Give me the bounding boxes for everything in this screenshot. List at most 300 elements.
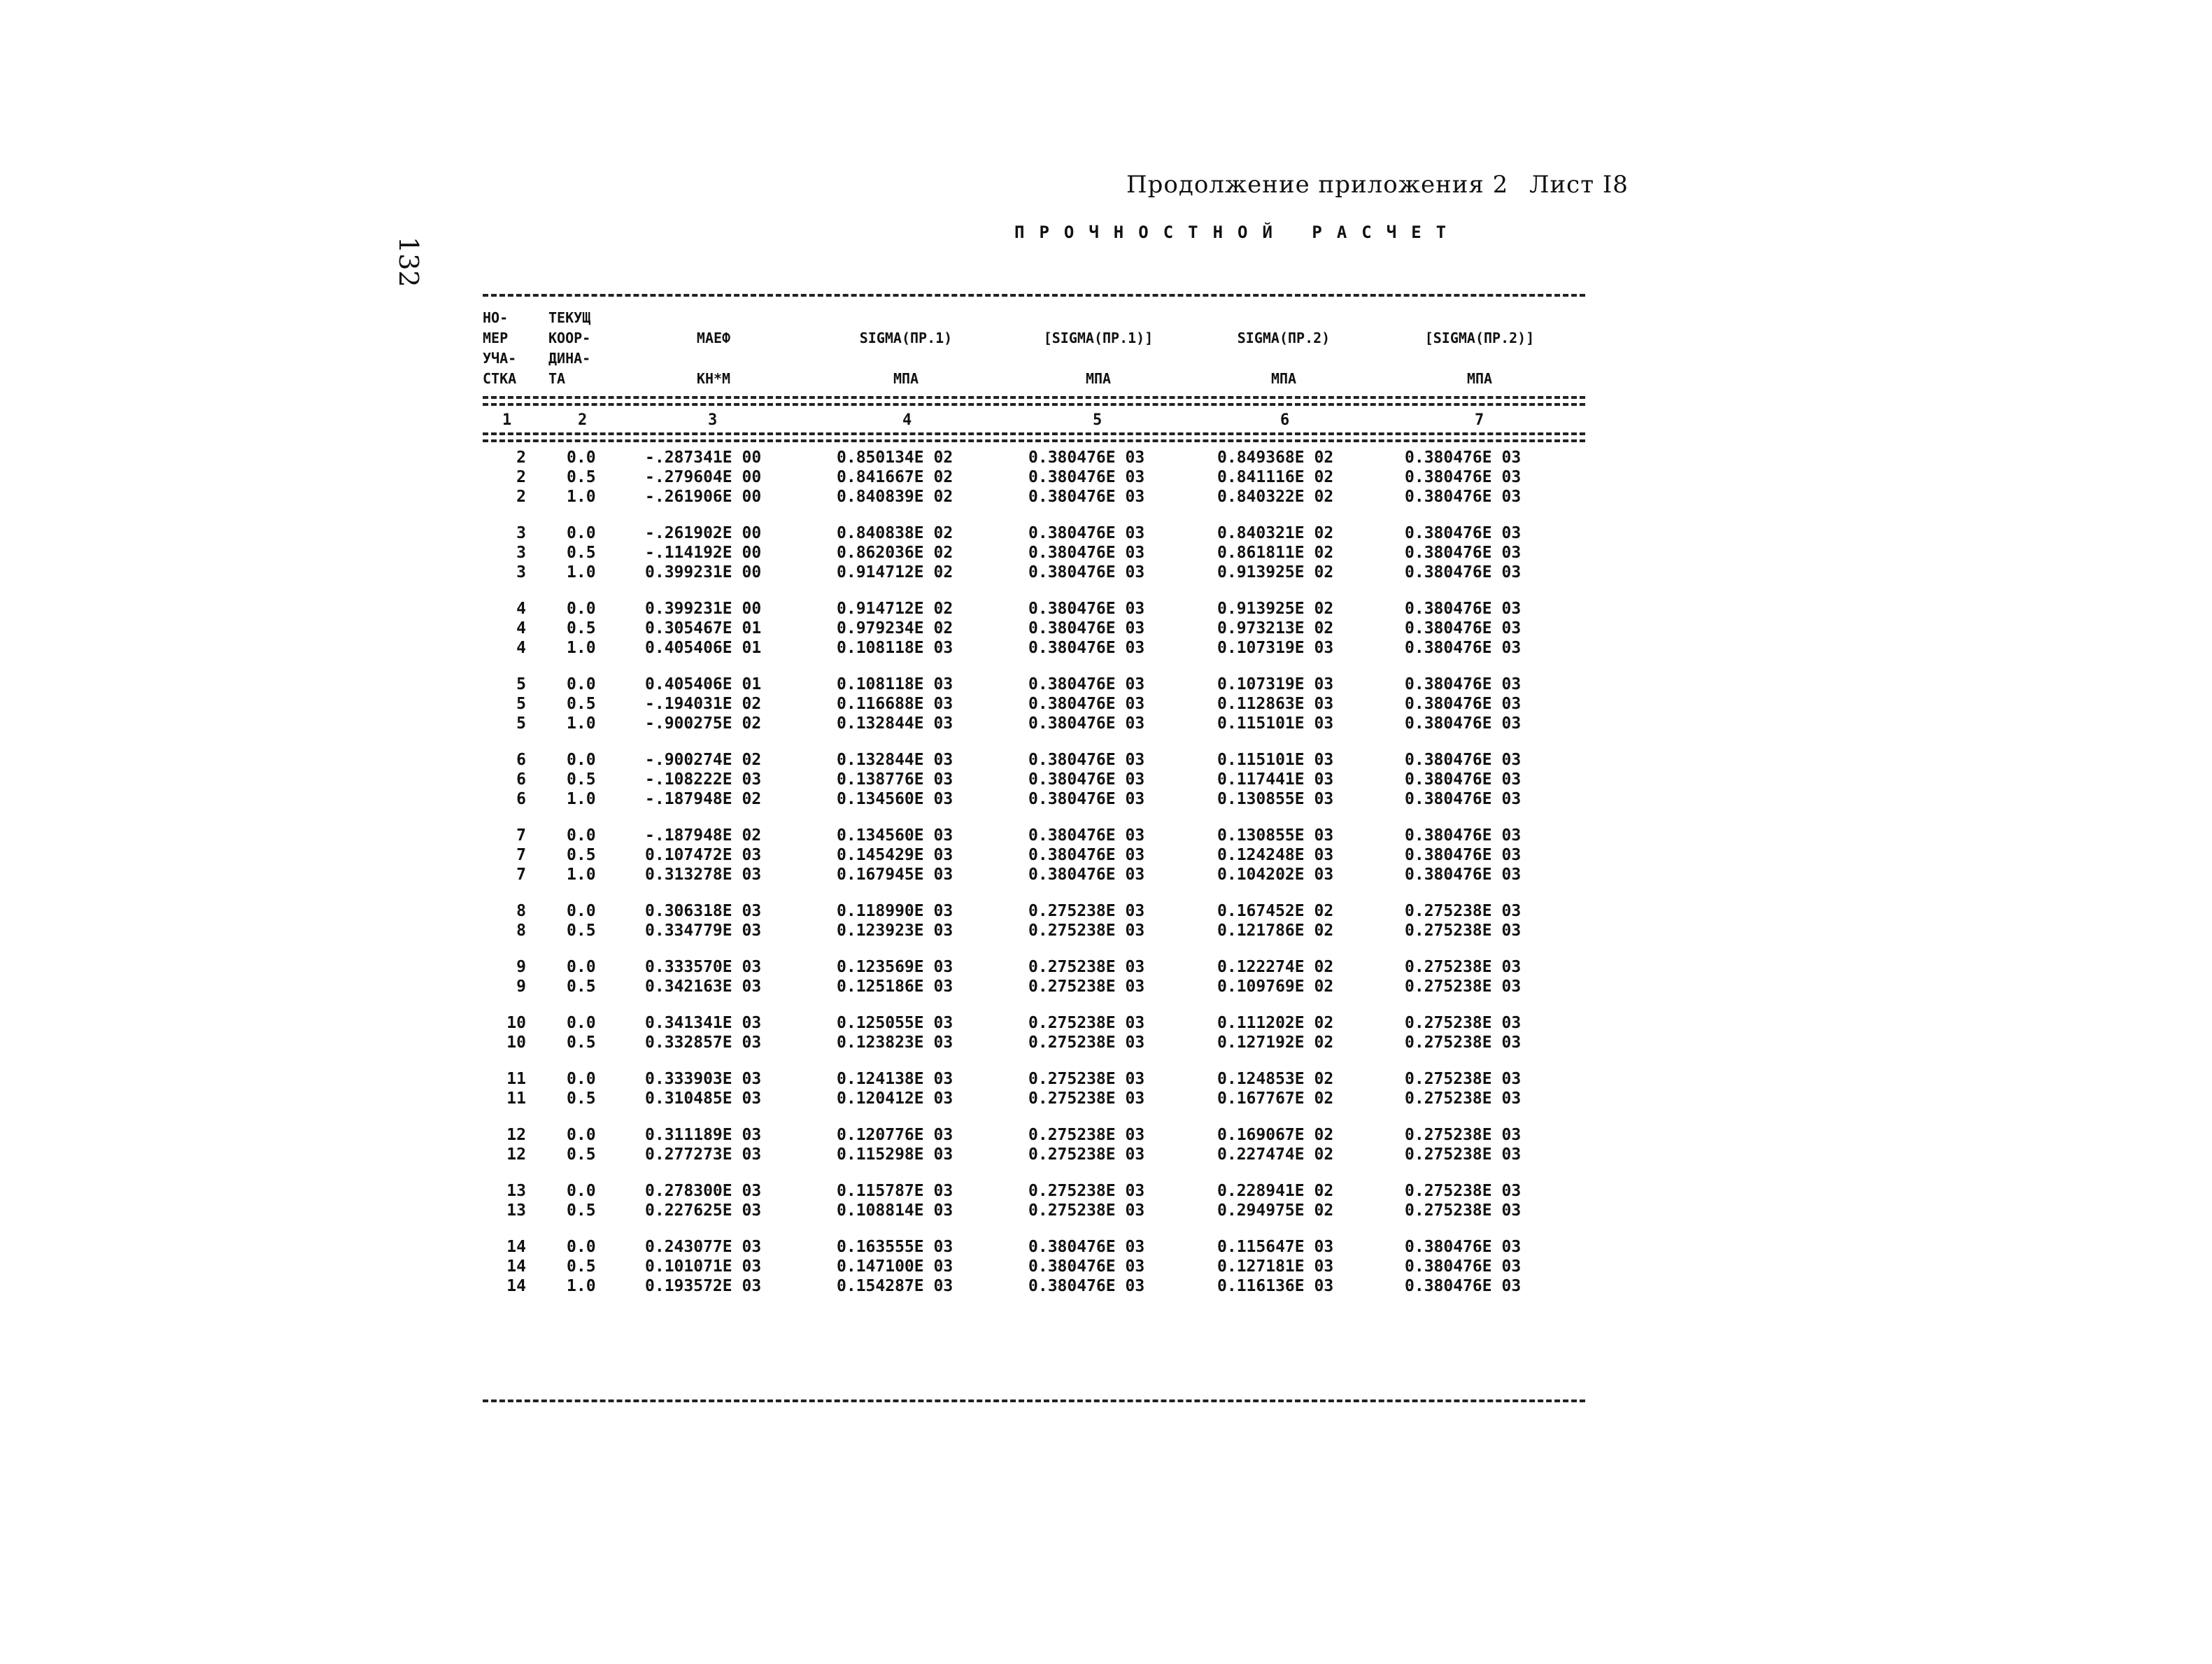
table-row xyxy=(483,467,1585,487)
sigma-2-cell: 0.169067E 02 xyxy=(1217,1126,1334,1144)
header-cell xyxy=(1007,308,1189,328)
table-row xyxy=(483,977,1585,996)
sigma-1-limit-cell: 0.380476E 03 xyxy=(1028,563,1145,581)
table-row xyxy=(483,1276,1585,1296)
column-number-row xyxy=(483,409,1585,432)
sigma-1-cell: 0.116688E 03 xyxy=(837,695,953,713)
sigma-1-limit-cell: 0.380476E 03 xyxy=(1028,488,1145,506)
sigma-2-limit-cell: 0.380476E 03 xyxy=(1405,488,1522,506)
section-number-cell: 4 xyxy=(516,619,526,637)
sigma-2-limit-cell: 0.380476E 03 xyxy=(1405,675,1522,693)
section-number-cell: 7 xyxy=(516,826,526,845)
column-number: 5 xyxy=(1093,411,1103,429)
sigma-1-limit-cell: 0.275238E 03 xyxy=(1028,1145,1145,1164)
sigma-2-limit-cell: 0.380476E 03 xyxy=(1405,544,1522,562)
sigma-1-limit-cell: 0.380476E 03 xyxy=(1028,826,1145,845)
header-col-2 xyxy=(548,308,613,390)
sigma-2-limit-cell: 0.380476E 03 xyxy=(1405,600,1522,618)
mae-value-cell: 0.193572E 03 xyxy=(645,1277,762,1295)
mae-value-cell: 0.310485E 03 xyxy=(645,1090,762,1108)
sigma-2-cell: 0.913925E 02 xyxy=(1217,563,1334,581)
section-number-cell: 11 xyxy=(506,1090,526,1108)
sigma-1-cell: 0.840838E 02 xyxy=(837,524,953,542)
mae-value-cell: -.279604E 00 xyxy=(645,468,762,486)
coordinate-cell: 1.0 xyxy=(567,790,596,808)
sigma-2-cell: 0.167767E 02 xyxy=(1217,1090,1334,1108)
header-cell: SIGMA(ПР.2) xyxy=(1237,330,1331,346)
coordinate-cell: 0.5 xyxy=(567,468,596,486)
sigma-1-limit-cell: 0.380476E 03 xyxy=(1028,619,1145,637)
sigma-1-cell: 0.123569E 03 xyxy=(837,958,953,976)
coordinate-cell: 0.5 xyxy=(567,1034,596,1052)
coordinate-cell: 0.0 xyxy=(567,1182,596,1200)
table-row xyxy=(483,921,1585,940)
sigma-1-limit-cell: 0.380476E 03 xyxy=(1028,714,1145,733)
sigma-2-cell: 0.130855E 03 xyxy=(1217,826,1334,845)
table-row xyxy=(483,1089,1585,1108)
sigma-2-limit-cell: 0.380476E 03 xyxy=(1405,790,1522,808)
row-group xyxy=(483,1069,1585,1108)
sigma-1-limit-cell: 0.275238E 03 xyxy=(1028,902,1145,920)
table-row xyxy=(483,523,1585,543)
sigma-2-cell: 0.104202E 03 xyxy=(1217,866,1334,884)
coordinate-cell: 0.0 xyxy=(567,675,596,693)
sigma-1-limit-cell: 0.275238E 03 xyxy=(1028,958,1145,976)
sigma-2-limit-cell: 0.275238E 03 xyxy=(1405,922,1522,940)
table-row xyxy=(483,1033,1585,1052)
section-number-cell: 5 xyxy=(516,695,526,713)
table-bottom-rule xyxy=(483,1399,1585,1402)
coordinate-cell: 1.0 xyxy=(567,1277,596,1295)
section-number-cell: 8 xyxy=(516,922,526,940)
mae-value-cell: 0.277273E 03 xyxy=(645,1145,762,1164)
sigma-2-limit-cell: 0.380476E 03 xyxy=(1405,639,1522,657)
coordinate-cell: 0.0 xyxy=(567,1126,596,1144)
sigma-1-cell: 0.108118E 03 xyxy=(837,639,953,657)
section-number-cell: 6 xyxy=(516,770,526,789)
sigma-1-limit-cell: 0.380476E 03 xyxy=(1028,1257,1145,1276)
table-header xyxy=(483,308,1585,390)
sigma-1-cell: 0.108118E 03 xyxy=(837,675,953,693)
sigma-1-cell: 0.115298E 03 xyxy=(837,1145,953,1164)
header-cell: [SIGMA(ПР.1)] xyxy=(1043,330,1154,346)
sigma-2-cell: 0.861811E 02 xyxy=(1217,544,1334,562)
sigma-1-cell: 0.118990E 03 xyxy=(837,902,953,920)
sigma-1-limit-cell: 0.380476E 03 xyxy=(1028,770,1145,789)
sigma-2-cell: 0.913925E 02 xyxy=(1217,600,1334,618)
sigma-1-cell: 0.120776E 03 xyxy=(837,1126,953,1144)
column-number: 4 xyxy=(902,411,912,429)
mae-value-cell: 0.333570E 03 xyxy=(645,958,762,976)
sigma-1-limit-cell: 0.275238E 03 xyxy=(1028,1126,1145,1144)
sigma-1-cell: 0.108814E 03 xyxy=(837,1201,953,1220)
table-row xyxy=(483,1257,1585,1276)
header-cell: КООР- xyxy=(548,330,591,346)
sigma-2-cell: 0.167452E 02 xyxy=(1217,902,1334,920)
sigma-2-cell: 0.107319E 03 xyxy=(1217,675,1334,693)
sigma-1-limit-cell: 0.380476E 03 xyxy=(1028,751,1145,769)
page-number: 132 xyxy=(393,237,424,288)
sigma-1-limit-cell: 0.380476E 03 xyxy=(1028,600,1145,618)
sigma-1-limit-cell: 0.380476E 03 xyxy=(1028,675,1145,693)
header-cell xyxy=(1196,348,1371,369)
row-group xyxy=(483,523,1585,582)
sigma-2-limit-cell: 0.275238E 03 xyxy=(1405,1126,1522,1144)
row-group xyxy=(483,826,1585,884)
sigma-2-cell: 0.112863E 03 xyxy=(1217,695,1334,713)
mae-value-cell: 0.313278E 03 xyxy=(645,866,762,884)
sigma-2-cell: 0.294975E 02 xyxy=(1217,1201,1334,1220)
sigma-2-cell: 0.840321E 02 xyxy=(1217,524,1334,542)
sigma-2-limit-cell: 0.275238E 03 xyxy=(1405,958,1522,976)
sigma-1-cell: 0.132844E 03 xyxy=(837,751,953,769)
section-number-cell: 7 xyxy=(516,846,526,864)
section-number-cell: 13 xyxy=(506,1182,526,1200)
coordinate-cell: 0.0 xyxy=(567,958,596,976)
sigma-1-limit-cell: 0.275238E 03 xyxy=(1028,1070,1145,1088)
sigma-2-limit-cell: 0.380476E 03 xyxy=(1405,524,1522,542)
table-row xyxy=(483,448,1585,467)
mae-value-cell: -.187948E 02 xyxy=(645,826,762,845)
table-row xyxy=(483,901,1585,921)
mae-value-cell: 0.342163E 03 xyxy=(645,978,762,996)
mae-value-cell: 0.333903E 03 xyxy=(645,1070,762,1088)
sigma-1-cell: 0.167945E 03 xyxy=(837,866,953,884)
sigma-2-limit-cell: 0.380476E 03 xyxy=(1405,826,1522,845)
sigma-1-cell: 0.979234E 02 xyxy=(837,619,953,637)
sigma-2-cell: 0.130855E 03 xyxy=(1217,790,1334,808)
sigma-2-cell: 0.121786E 02 xyxy=(1217,922,1334,940)
sigma-2-limit-cell: 0.380476E 03 xyxy=(1405,695,1522,713)
column-number-rule xyxy=(483,432,1585,442)
section-number-cell: 5 xyxy=(516,675,526,693)
table-row xyxy=(483,957,1585,977)
table-row xyxy=(483,599,1585,619)
sigma-1-cell: 0.862036E 02 xyxy=(837,544,953,562)
header-cell: КН*М xyxy=(696,370,731,387)
mae-value-cell: 0.332857E 03 xyxy=(645,1034,762,1052)
header-cell xyxy=(818,308,993,328)
row-group xyxy=(483,675,1585,733)
sigma-2-limit-cell: 0.380476E 03 xyxy=(1405,1238,1522,1256)
table-row xyxy=(483,619,1585,638)
header-cell: МПА xyxy=(1085,370,1112,387)
mae-value-cell: -.261902E 00 xyxy=(645,524,762,542)
sigma-1-limit-cell: 0.380476E 03 xyxy=(1028,846,1145,864)
mae-value-cell: 0.311189E 03 xyxy=(645,1126,762,1144)
table-row xyxy=(483,638,1585,658)
coordinate-cell: 1.0 xyxy=(567,488,596,506)
sigma-2-cell: 0.127181E 03 xyxy=(1217,1257,1334,1276)
sigma-1-limit-cell: 0.380476E 03 xyxy=(1028,524,1145,542)
header-col-4 xyxy=(818,308,993,390)
header-col-3 xyxy=(623,308,804,390)
sigma-1-cell: 0.850134E 02 xyxy=(837,449,953,467)
sigma-2-limit-cell: 0.380476E 03 xyxy=(1405,770,1522,789)
coordinate-cell: 0.0 xyxy=(567,751,596,769)
sigma-1-cell: 0.154287E 03 xyxy=(837,1277,953,1295)
coordinate-cell: 0.5 xyxy=(567,770,596,789)
row-group xyxy=(483,901,1585,940)
page-header xyxy=(1126,171,1629,199)
sigma-1-limit-cell: 0.275238E 03 xyxy=(1028,1182,1145,1200)
table-row xyxy=(483,487,1585,507)
section-number-cell: 2 xyxy=(516,488,526,506)
sigma-1-limit-cell: 0.275238E 03 xyxy=(1028,978,1145,996)
header-cell xyxy=(1385,348,1574,369)
sigma-2-limit-cell: 0.275238E 03 xyxy=(1405,1034,1522,1052)
sigma-1-cell: 0.124138E 03 xyxy=(837,1070,953,1088)
mae-value-cell: 0.243077E 03 xyxy=(645,1238,762,1256)
coordinate-cell: 1.0 xyxy=(567,714,596,733)
header-cell: УЧА- xyxy=(483,350,517,367)
coordinate-cell: 0.0 xyxy=(567,524,596,542)
sigma-2-limit-cell: 0.275238E 03 xyxy=(1405,978,1522,996)
sigma-1-cell: 0.914712E 02 xyxy=(837,600,953,618)
sigma-2-cell: 0.116136E 03 xyxy=(1217,1277,1334,1295)
sigma-1-limit-cell: 0.380476E 03 xyxy=(1028,639,1145,657)
sigma-1-cell: 0.115787E 03 xyxy=(837,1182,953,1200)
header-cell: ДИНА- xyxy=(548,350,591,367)
sigma-2-cell: 0.115647E 03 xyxy=(1217,1238,1334,1256)
table-row xyxy=(483,865,1585,884)
coordinate-cell: 0.5 xyxy=(567,1090,596,1108)
section-number-cell: 2 xyxy=(516,468,526,486)
section-number-cell: 6 xyxy=(516,751,526,769)
sigma-1-cell: 0.120412E 03 xyxy=(837,1090,953,1108)
section-number-cell: 14 xyxy=(506,1238,526,1256)
sigma-1-limit-cell: 0.380476E 03 xyxy=(1028,1277,1145,1295)
mae-value-cell: 0.227625E 03 xyxy=(645,1201,762,1220)
section-number-cell: 6 xyxy=(516,790,526,808)
sigma-2-limit-cell: 0.380476E 03 xyxy=(1405,1257,1522,1276)
row-group xyxy=(483,750,1585,809)
sigma-2-limit-cell: 0.275238E 03 xyxy=(1405,1145,1522,1164)
mae-value-cell: -.114192E 00 xyxy=(645,544,762,562)
sigma-1-limit-cell: 0.380476E 03 xyxy=(1028,1238,1145,1256)
sigma-2-cell: 0.228941E 02 xyxy=(1217,1182,1334,1200)
sigma-1-limit-cell: 0.275238E 03 xyxy=(1028,1014,1145,1032)
sigma-2-cell: 0.107319E 03 xyxy=(1217,639,1334,657)
coordinate-cell: 0.5 xyxy=(567,1201,596,1220)
table-row xyxy=(483,543,1585,563)
coordinate-cell: 0.0 xyxy=(567,1238,596,1256)
mae-value-cell: 0.101071E 03 xyxy=(645,1257,762,1276)
coordinate-cell: 0.0 xyxy=(567,1014,596,1032)
mae-value-cell: 0.405406E 01 xyxy=(645,675,762,693)
section-number-cell: 8 xyxy=(516,902,526,920)
sigma-2-cell: 0.115101E 03 xyxy=(1217,714,1334,733)
sigma-1-cell: 0.163555E 03 xyxy=(837,1238,953,1256)
header-cell: СТКА xyxy=(483,370,517,387)
table-row xyxy=(483,1201,1585,1220)
coordinate-cell: 0.5 xyxy=(567,1145,596,1164)
section-number-cell: 14 xyxy=(506,1277,526,1295)
table-row xyxy=(483,675,1585,694)
row-group xyxy=(483,1125,1585,1164)
row-group xyxy=(483,599,1585,658)
sigma-2-cell: 0.840322E 02 xyxy=(1217,488,1334,506)
sigma-1-limit-cell: 0.380476E 03 xyxy=(1028,544,1145,562)
header-cell: МПА xyxy=(1270,370,1297,387)
sigma-1-limit-cell: 0.275238E 03 xyxy=(1028,1201,1145,1220)
sigma-1-cell: 0.123923E 03 xyxy=(837,922,953,940)
mae-value-cell: -.900274E 02 xyxy=(645,751,762,769)
section-number-cell: 4 xyxy=(516,600,526,618)
header-text: Продолжение приложения 2 xyxy=(1126,171,1509,199)
sigma-2-limit-cell: 0.380476E 03 xyxy=(1405,866,1522,884)
section-number-cell: 3 xyxy=(516,524,526,542)
sigma-1-limit-cell: 0.275238E 03 xyxy=(1028,922,1145,940)
coordinate-cell: 0.5 xyxy=(567,846,596,864)
coordinate-cell: 0.0 xyxy=(567,449,596,467)
column-number: 6 xyxy=(1280,411,1290,429)
table-row xyxy=(483,1069,1585,1089)
section-number-cell: 2 xyxy=(516,449,526,467)
sigma-1-cell: 0.125055E 03 xyxy=(837,1014,953,1032)
table-row xyxy=(483,845,1585,865)
coordinate-cell: 1.0 xyxy=(567,639,596,657)
section-number-cell: 4 xyxy=(516,639,526,657)
sigma-1-cell: 0.123823E 03 xyxy=(837,1034,953,1052)
mae-value-cell: 0.399231E 00 xyxy=(645,563,762,581)
header-cell xyxy=(623,308,804,328)
mae-value-cell: 0.334779E 03 xyxy=(645,922,762,940)
sigma-1-limit-cell: 0.380476E 03 xyxy=(1028,695,1145,713)
mae-value-cell: 0.305467E 01 xyxy=(645,619,762,637)
header-cell xyxy=(818,348,993,369)
coordinate-cell: 1.0 xyxy=(567,563,596,581)
coordinate-cell: 0.5 xyxy=(567,695,596,713)
section-number-cell: 12 xyxy=(506,1126,526,1144)
section-number-cell: 14 xyxy=(506,1257,526,1276)
coordinate-cell: 0.0 xyxy=(567,902,596,920)
section-number-cell: 12 xyxy=(506,1145,526,1164)
coordinate-cell: 0.5 xyxy=(567,619,596,637)
sigma-2-cell: 0.124248E 03 xyxy=(1217,846,1334,864)
mae-value-cell: 0.399231E 00 xyxy=(645,600,762,618)
sigma-1-cell: 0.840839E 02 xyxy=(837,488,953,506)
header-cell xyxy=(1007,348,1189,369)
mae-value-cell: 0.405406E 01 xyxy=(645,639,762,657)
sigma-2-limit-cell: 0.380476E 03 xyxy=(1405,751,1522,769)
section-number-cell: 7 xyxy=(516,866,526,884)
header-col-1 xyxy=(483,308,526,390)
header-cell xyxy=(1196,308,1371,328)
sigma-1-cell: 0.134560E 03 xyxy=(837,790,953,808)
sigma-2-limit-cell: 0.380476E 03 xyxy=(1405,714,1522,733)
table-row xyxy=(483,770,1585,789)
table-row xyxy=(483,1181,1585,1201)
table-row xyxy=(483,714,1585,733)
mae-value-cell: -.108222E 03 xyxy=(645,770,762,789)
header-cell xyxy=(623,348,804,369)
section-number-cell: 10 xyxy=(506,1014,526,1032)
header-cell xyxy=(1385,308,1574,328)
sigma-1-limit-cell: 0.275238E 03 xyxy=(1028,1034,1145,1052)
sigma-2-limit-cell: 0.275238E 03 xyxy=(1405,1201,1522,1220)
mae-value-cell: -.261906E 00 xyxy=(645,488,762,506)
column-number: 1 xyxy=(502,411,512,429)
sigma-1-cell: 0.914712E 02 xyxy=(837,563,953,581)
sigma-2-cell: 0.124853E 02 xyxy=(1217,1070,1334,1088)
header-cell: МПА xyxy=(893,370,919,387)
coordinate-cell: 0.0 xyxy=(567,1070,596,1088)
sigma-2-cell: 0.122274E 02 xyxy=(1217,958,1334,976)
table-row xyxy=(483,1013,1585,1033)
section-number-cell: 3 xyxy=(516,563,526,581)
sigma-1-limit-cell: 0.380476E 03 xyxy=(1028,866,1145,884)
column-number: 2 xyxy=(578,411,588,429)
mae-value-cell: -.187948E 02 xyxy=(645,790,762,808)
section-number-cell: 9 xyxy=(516,978,526,996)
sigma-2-limit-cell: 0.275238E 03 xyxy=(1405,1090,1522,1108)
sigma-2-limit-cell: 0.275238E 03 xyxy=(1405,1182,1522,1200)
table-body xyxy=(483,448,1585,1313)
row-group xyxy=(483,1181,1585,1220)
mae-value-cell: 0.107472E 03 xyxy=(645,846,762,864)
mae-value-cell: 0.278300E 03 xyxy=(645,1182,762,1200)
column-number: 7 xyxy=(1475,411,1484,429)
sigma-2-limit-cell: 0.275238E 03 xyxy=(1405,902,1522,920)
sigma-1-limit-cell: 0.380476E 03 xyxy=(1028,449,1145,467)
sigma-2-limit-cell: 0.380476E 03 xyxy=(1405,563,1522,581)
section-number-cell: 13 xyxy=(506,1201,526,1220)
table-row xyxy=(483,1125,1585,1145)
coordinate-cell: 0.5 xyxy=(567,978,596,996)
header-cell: [SIGMA(ПР.2)] xyxy=(1424,330,1535,346)
table-row xyxy=(483,789,1585,809)
header-cell: НО- xyxy=(483,309,509,326)
section-number-cell: 11 xyxy=(506,1070,526,1088)
sigma-2-limit-cell: 0.380476E 03 xyxy=(1405,449,1522,467)
header-col-7 xyxy=(1385,308,1574,390)
sigma-1-cell: 0.134560E 03 xyxy=(837,826,953,845)
header-cell: МЕР xyxy=(483,330,509,346)
section-number-cell: 3 xyxy=(516,544,526,562)
sigma-1-cell: 0.132844E 03 xyxy=(837,714,953,733)
table-row xyxy=(483,1145,1585,1164)
row-group xyxy=(483,1237,1585,1296)
section-number-cell: 10 xyxy=(506,1034,526,1052)
sigma-2-limit-cell: 0.275238E 03 xyxy=(1405,1014,1522,1032)
document-title: ПРОЧНОСТНОЙ РАСЧЕТ xyxy=(1014,223,1461,242)
sigma-2-limit-cell: 0.380476E 03 xyxy=(1405,846,1522,864)
row-group xyxy=(483,1013,1585,1052)
header-cell: ТА xyxy=(548,370,566,387)
sigma-1-limit-cell: 0.380476E 03 xyxy=(1028,790,1145,808)
sigma-2-cell: 0.115101E 03 xyxy=(1217,751,1334,769)
table-row xyxy=(483,750,1585,770)
sigma-2-cell: 0.841116E 02 xyxy=(1217,468,1334,486)
sigma-2-cell: 0.109769E 02 xyxy=(1217,978,1334,996)
mae-value-cell: -.194031E 02 xyxy=(645,695,762,713)
header-col-5 xyxy=(1007,308,1189,390)
column-number: 3 xyxy=(708,411,718,429)
sigma-1-cell: 0.145429E 03 xyxy=(837,846,953,864)
sigma-2-cell: 0.849368E 02 xyxy=(1217,449,1334,467)
sigma-2-cell: 0.111202E 02 xyxy=(1217,1014,1334,1032)
header-cell: МАЕФ xyxy=(696,330,731,346)
table-row xyxy=(483,563,1585,582)
coordinate-cell: 0.5 xyxy=(567,922,596,940)
sigma-1-cell: 0.841667E 02 xyxy=(837,468,953,486)
coordinate-cell: 0.5 xyxy=(567,1257,596,1276)
sigma-2-cell: 0.973213E 02 xyxy=(1217,619,1334,637)
header-col-6 xyxy=(1196,308,1371,390)
sigma-2-cell: 0.117441E 03 xyxy=(1217,770,1334,789)
header-cell: МПА xyxy=(1466,370,1493,387)
